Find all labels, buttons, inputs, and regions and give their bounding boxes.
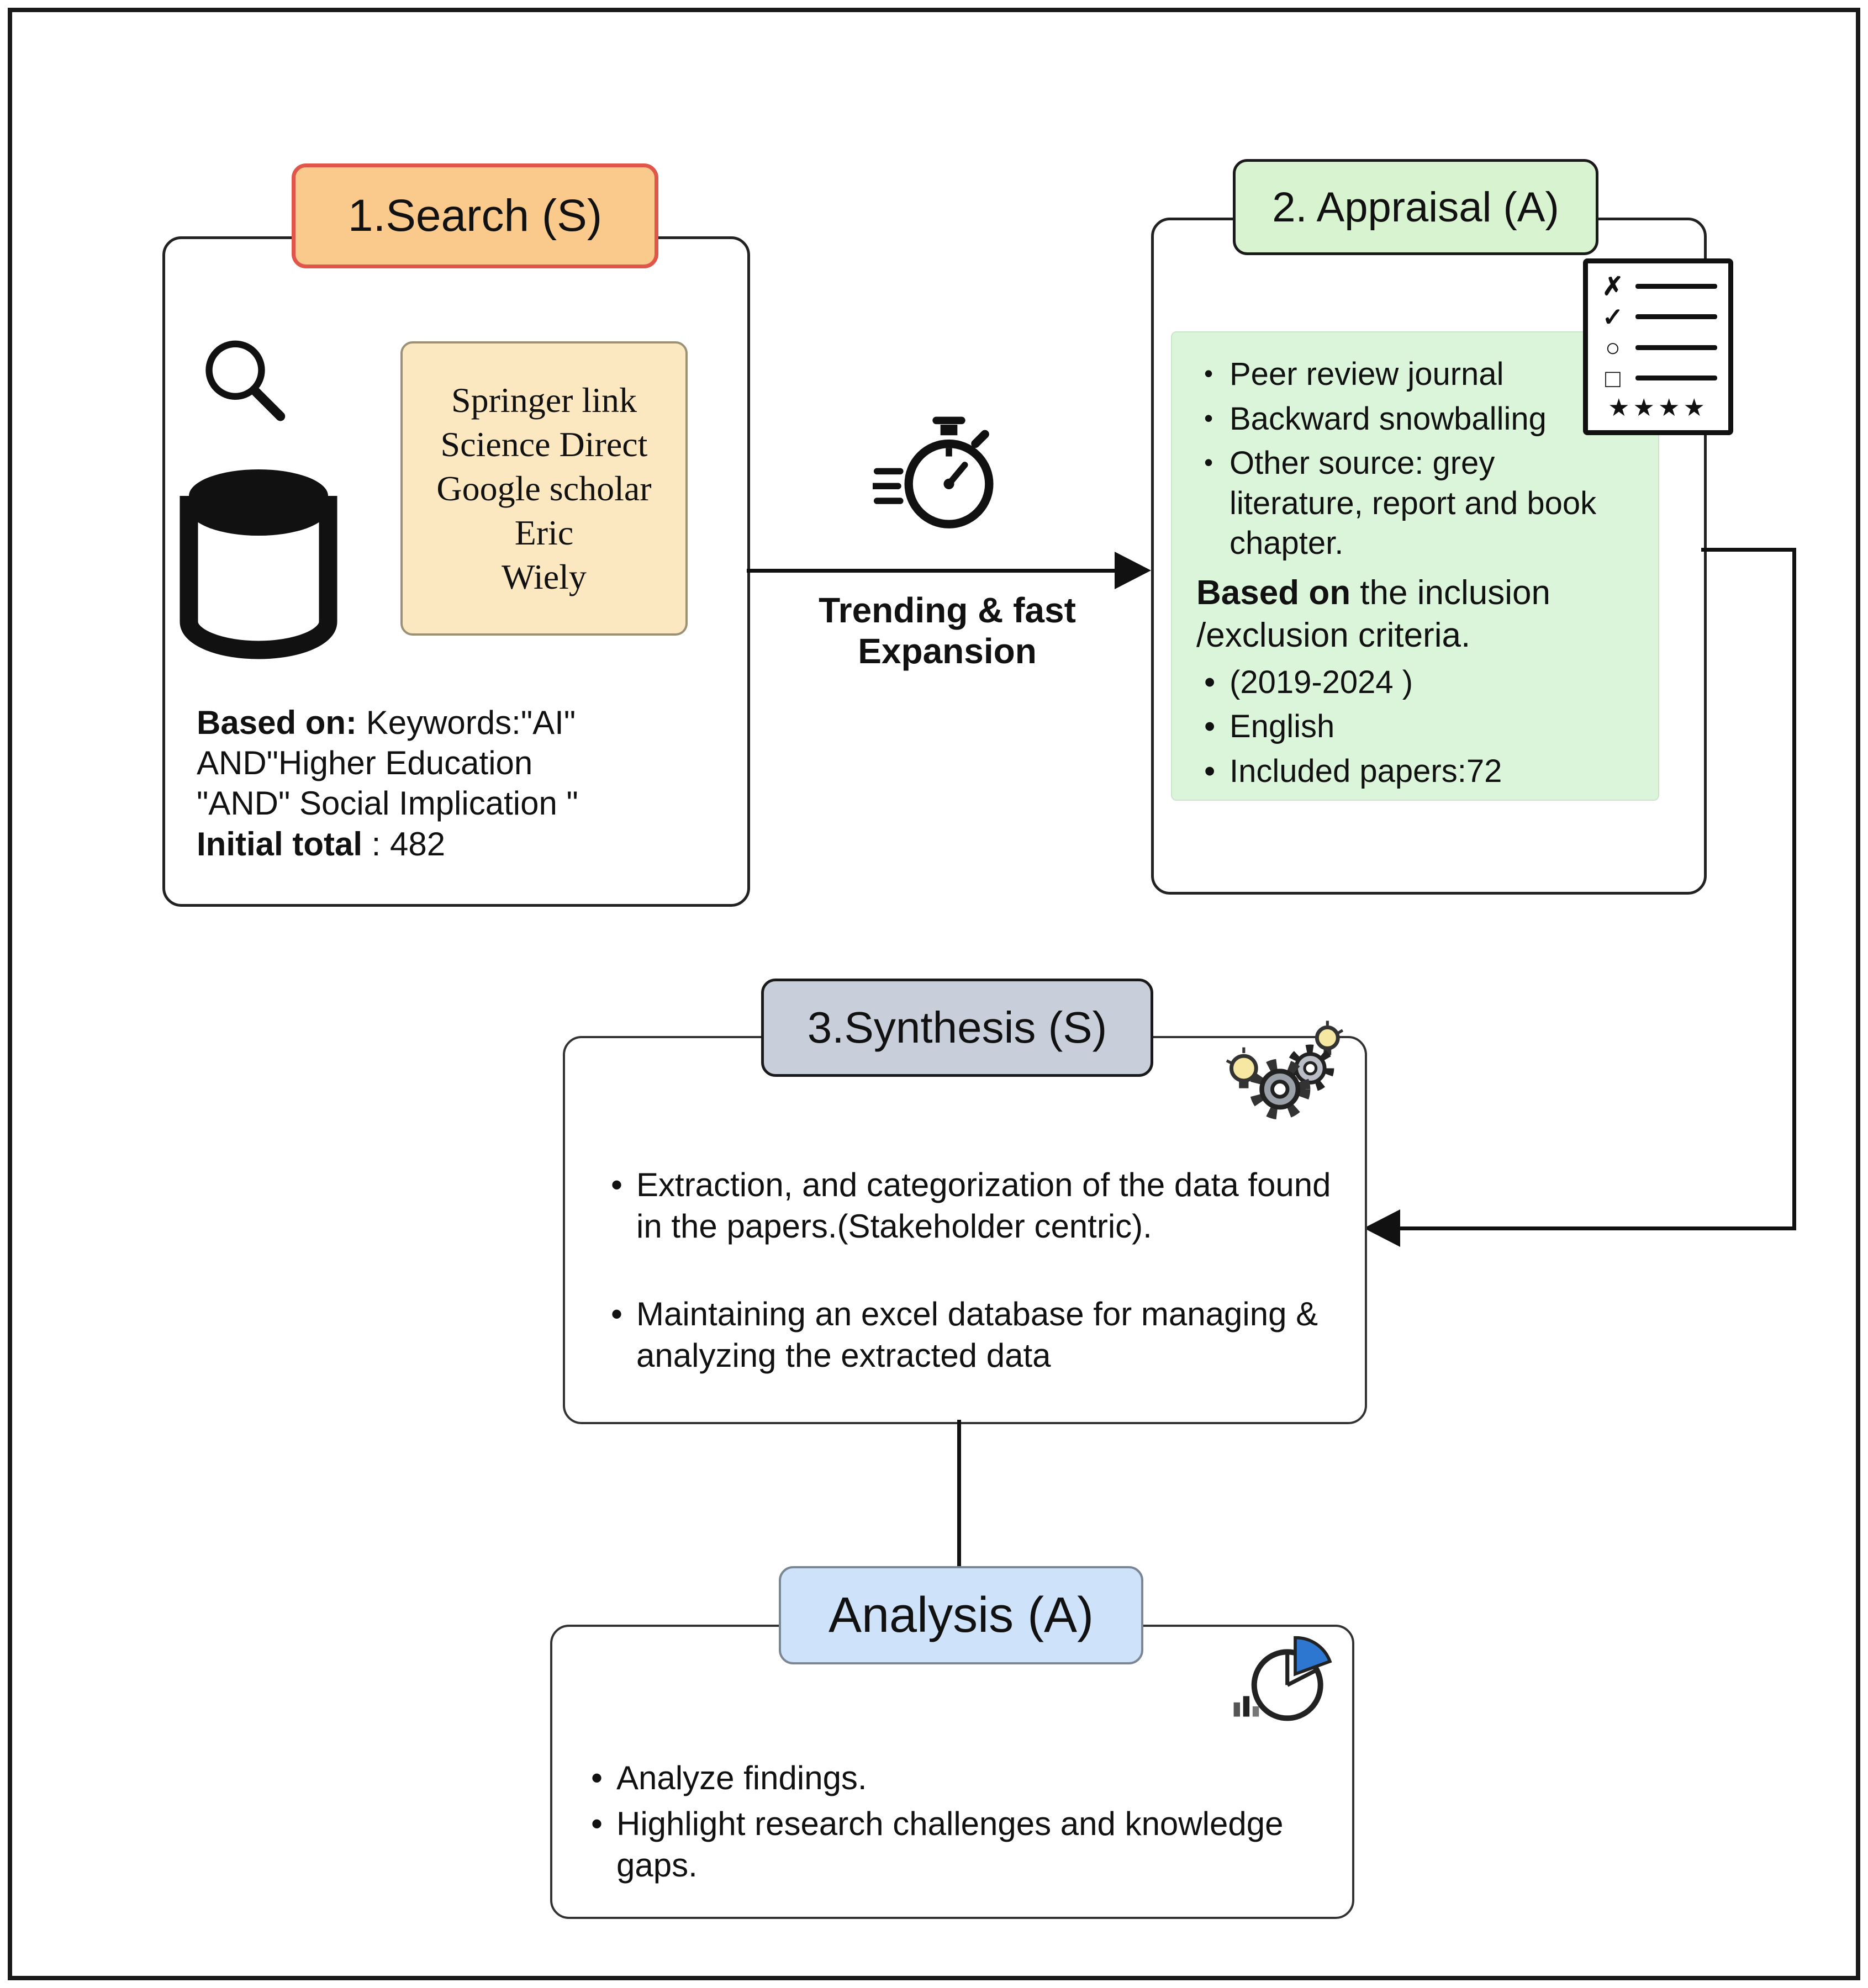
inclusion-language: • English [1196, 707, 1634, 747]
inclusion-papers: • Included papers:72 [1196, 752, 1634, 792]
appraisal-connector-top [1701, 548, 1796, 552]
x-mark-icon: ✗ [1602, 272, 1624, 300]
search-icon [193, 331, 298, 436]
search-to-appraisal-line [747, 569, 1118, 573]
checklist-row-square [1599, 363, 1717, 393]
checklist-icon [1583, 258, 1733, 435]
appraisal-based-on [1196, 572, 1634, 657]
gears-lightbulb-icon [1215, 1019, 1353, 1135]
appraisal-based-on-rest: the inclusion [1350, 573, 1550, 612]
checklist-row-check [1599, 304, 1717, 330]
synthesis-content [603, 1164, 1338, 1381]
checklist-row-x [1599, 273, 1717, 299]
circle-mark-icon: ○ [1605, 333, 1621, 362]
db-source-wiley: Wiely [502, 557, 587, 596]
stopwatch-icon [873, 410, 1000, 542]
synthesis-to-analysis-line [957, 1420, 961, 1580]
db-source-springer: Springer link [451, 380, 637, 420]
analysis-content [583, 1757, 1318, 1890]
square-mark-icon: □ [1605, 363, 1621, 393]
analysis-header [779, 1566, 1143, 1664]
appraisal-connector-vertical [1792, 548, 1796, 1230]
initial-total-label: Initial total [197, 825, 362, 863]
inclusion-years: • (2019-2024 ) [1196, 663, 1634, 703]
appraisal-header [1233, 159, 1598, 255]
synthesis-bullet-excel: • Maintaining an excel database for managing & analyzing the extracted data [603, 1293, 1338, 1376]
analysis-bullet-findings: • Analyze findings. [583, 1757, 1318, 1799]
synthesis-header [761, 979, 1153, 1077]
synthesis-bullet-extraction: • Extraction, and categorization of the data found in the papers.(Stakeholder centric). [603, 1164, 1338, 1247]
synthesis-header-label: 3.Synthesis (S) [807, 1003, 1107, 1052]
analysis-header-label: Analysis (A) [828, 1587, 1094, 1643]
appraisal-based-on-bold: Based on [1196, 573, 1351, 612]
star-rating-icon: ★★★★ [1608, 394, 1708, 421]
based-on-label: Based on: [197, 704, 357, 741]
db-source-sciencedirect: Science Direct [440, 424, 648, 464]
database-icon [176, 458, 341, 663]
db-source-eric: Eric [514, 512, 574, 552]
initial-total-value: : 482 [362, 825, 446, 863]
appraisal-inclusion-list [1196, 663, 1634, 792]
database-source-list [400, 341, 688, 636]
appraisal-criteria-list [1196, 355, 1634, 564]
checklist-row-circle [1599, 335, 1717, 360]
appraisal-based-on-line2: /exclusion criteria. [1196, 616, 1471, 654]
db-source-googlescholar: Google scholar [436, 468, 652, 508]
pie-chart-icon [1229, 1626, 1339, 1731]
analysis-bullet-gaps: • Highlight research challenges and knowledge gaps. [583, 1803, 1318, 1886]
search-header [292, 163, 658, 268]
criteria-snowballing: • Backward snowballing [1196, 399, 1634, 440]
search-header-label: 1.Search (S) [347, 191, 603, 241]
check-mark-icon: ✓ [1602, 302, 1624, 331]
search-keywords-text [197, 702, 738, 864]
appraisal-header-label: 2. Appraisal (A) [1272, 183, 1559, 231]
criteria-peer-review: • Peer review journal [1196, 355, 1634, 395]
criteria-other-sources: • Other source: grey literature, report and book chapter. [1196, 443, 1634, 564]
keywords-line1: Keywords:"AI" AND"Higher Education [197, 704, 576, 782]
appraisal-connector-bottom [1397, 1226, 1796, 1230]
transition-label: Trending & fast Expansion [819, 590, 1076, 671]
keywords-line2: "AND" Social Implication " [197, 785, 578, 822]
search-to-appraisal-arrowhead [1115, 552, 1151, 589]
appraisal-to-synthesis-arrowhead [1364, 1209, 1400, 1247]
